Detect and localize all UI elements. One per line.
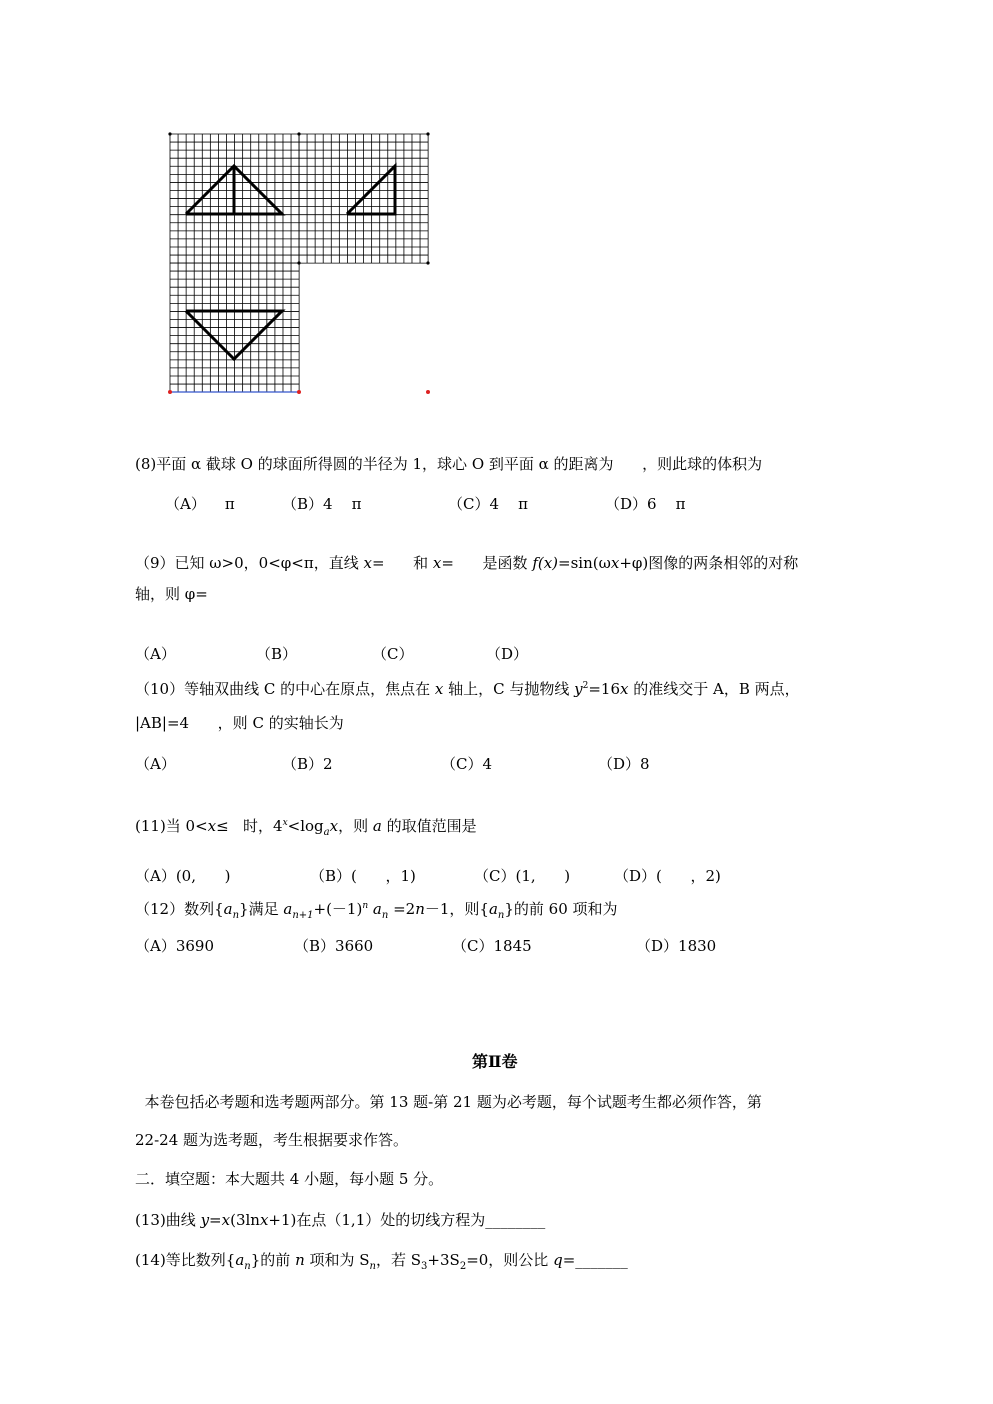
- q14-stem: (14)等比数列$\{a_n\}$的前 n 项和为 $S_n$，若 $S_3+3S_2=0$，则公比 q=_______: [135, 1251, 628, 1272]
- q10-option-d: （D）8: [598, 755, 650, 773]
- q12-option-d: （D）1830: [636, 937, 717, 955]
- q9-option-a: （A）: [135, 645, 176, 663]
- top-view-grid: [170, 263, 299, 392]
- q10-stem-line2: |AB|=4 ，则 C 的实轴长为: [135, 714, 344, 732]
- q12-stem: （12）数列$\{a_n\}$满足 $a_{n+1}+(-1)^n$ $a_n =2n-1$，则$\{a_n\}$的前 60 项和为: [135, 900, 618, 921]
- three-view-figure: [0, 0, 993, 420]
- q10-option-b: （B）2: [282, 755, 333, 773]
- q9-stem: （9）已知 ω>0，0<φ<π，直线 x= 和 x= 是函数 f(x)=sin(ωx+φ)图像的两条相邻的对称: [135, 554, 799, 572]
- q11-option-d: （D）( ，2): [614, 867, 721, 885]
- q9-option-c: （C）: [372, 645, 414, 663]
- grid-marker-dot: [297, 390, 301, 394]
- q9-option-d: （D）: [486, 645, 529, 663]
- q8-option-b: （B）4 π: [282, 495, 362, 513]
- q11-option-b: （B）( ，1): [310, 867, 416, 885]
- section-heading: 二．填空题：本大题共 4 小题，每小题 5 分。: [135, 1170, 444, 1188]
- q8-option-d: （D）6 π: [605, 495, 686, 513]
- q8-option-c: （C）4 π: [448, 495, 528, 513]
- grid-marker-dot: [168, 390, 172, 394]
- q9-stem-line2: 轴，则 φ=: [135, 585, 208, 603]
- q12-option-b: （B）3660: [294, 937, 374, 955]
- part2-intro-line1: 本卷包括必考题和选考题两部分。第 13 题-第 21 题为必考题，每个试题考生都必须作答，第: [135, 1093, 762, 1111]
- q12-option-c: （C）1845: [452, 937, 532, 955]
- grid-corner-dot: [426, 132, 429, 135]
- grid-corner-dot: [168, 132, 171, 135]
- grid-marker-dot: [426, 390, 430, 394]
- part2-intro-line2: 22-24 题为选考题，考生根据要求作答。: [135, 1131, 409, 1149]
- q11-option-a: （A）(0, ): [135, 867, 231, 885]
- q9-option-b: （B）: [256, 645, 298, 663]
- grid-corner-dot: [297, 261, 300, 264]
- grid-corner-dot: [426, 261, 429, 264]
- q8-option-a: （A） π: [165, 495, 235, 513]
- part2-title: 第Ⅱ卷: [472, 1052, 518, 1071]
- q13-stem: (13)曲线 y=x(3lnx+1)在点（1,1）处的切线方程为________: [135, 1211, 546, 1229]
- q11-option-c: （C）(1, ): [474, 867, 571, 885]
- q10-option-a: （A）: [135, 755, 176, 773]
- q8-stem: (8)平面 α 截球 O 的球面所得圆的半径为 1，球心 O 到平面 α 的距离为 ，则此球的体积为: [135, 455, 763, 473]
- q12-option-a: （A）3690: [135, 937, 215, 955]
- grid-corner-dot: [297, 132, 300, 135]
- q11-stem: (11)当 0<x≤ 时，$4^x<\log_ax$，则 a 的取值范围是: [135, 817, 477, 838]
- q10-option-c: （C）4: [441, 755, 493, 773]
- q10-stem: （10）等轴双曲线 C 的中心在原点，焦点在 x 轴上，C 与抛物线 $y^2=16x$ 的准线交于 A，B 两点，: [135, 680, 800, 698]
